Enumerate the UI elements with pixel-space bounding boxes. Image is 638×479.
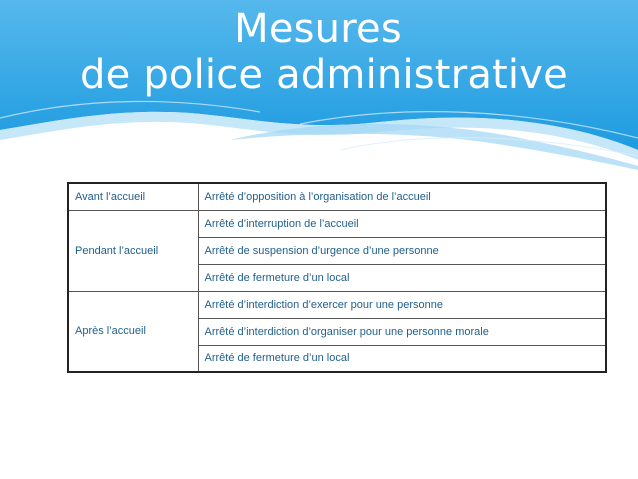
measure-cell: Arrêté de suspension d’urgence d’une personne	[198, 237, 606, 264]
measures-table-container	[67, 182, 607, 373]
table-row	[68, 183, 606, 210]
measure-cell: Arrêté de fermeture d’un local	[198, 264, 606, 291]
title-line-1: Mesures	[234, 6, 402, 52]
measure-cell: Arrêté d’interdiction d’exercer pour une personne	[198, 291, 606, 318]
phase-cell: Avant l’accueil	[68, 183, 198, 210]
measure-cell: Arrêté d’interdiction d’organiser pour une personne morale	[198, 318, 606, 345]
table-row	[68, 291, 606, 318]
measure-cell: Arrêté de fermeture d’un local	[204, 352, 350, 365]
phase-cell: Après l’accueil	[68, 291, 198, 372]
page-title	[0, 6, 638, 98]
measure-cell: Arrêté d’interruption de l’accueil	[198, 210, 606, 237]
phase-cell: Pendant l’accueil	[68, 210, 198, 291]
measures-table	[67, 182, 607, 373]
measure-cell: Arrêté d’opposition à l’organisation de l’accueil	[198, 183, 606, 210]
table-row	[68, 210, 606, 237]
title-line-2: de police administrative	[80, 52, 568, 98]
